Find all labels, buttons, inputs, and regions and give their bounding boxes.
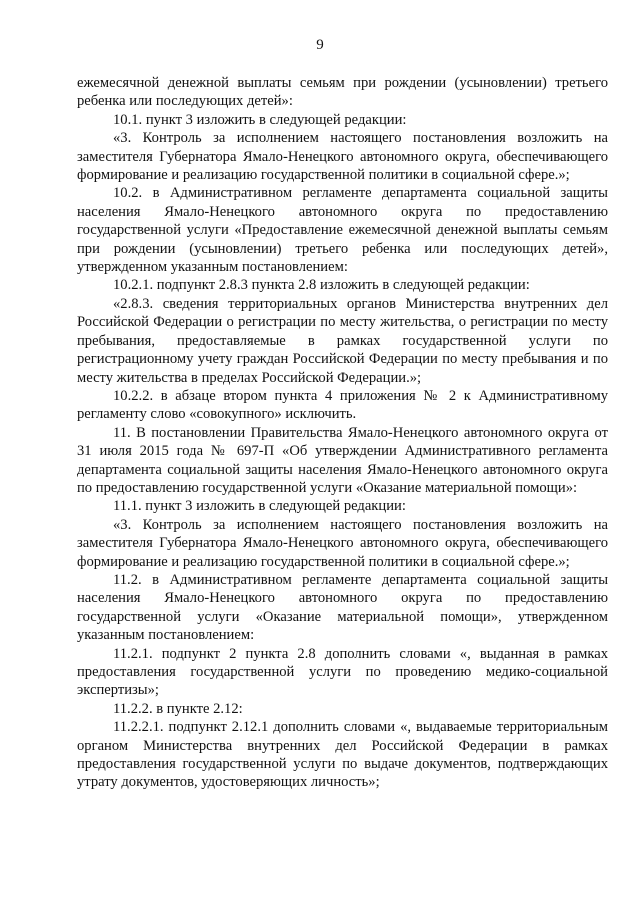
paragraph-10-1: 10.1. пункт 3 изложить в следующей редакции: [113,111,407,128]
document-body [77,74,608,792]
paragraph-11: 11. В постановлении Правительства Ямало-Ненецкого автономного округа от 31 июля 2015 года № 697-П «Об утверждении Административного регламента департамента социальной защиты населения Ямало-Ненецкого автономного округа по предоставлению государственной услуги «Оказание материальной помощи»: [77,424,608,496]
paragraph-11-2: 11.2. в Административном регламенте департамента социальной защиты населения Ямало-Ненецкого автономного округа по предоставлению государственной услуги «Оказание материальной помощи», утвержденном указанным постановлением: [77,571,608,644]
paragraph-quote-3-second: «3. Контроль за исполнением настоящего постановления возложить на заместителя Губернатора Ямало-Ненецкого автономного округа, обеспечивающего формирование и реализацию государственной политики в социальной сфере.»; [77,516,608,570]
paragraph-10-2: 10.2. в Административном регламенте департамента социальной защиты населения Ямало-Ненецкого автономного округа по предоставлению государственной услуги «Предоставление ежемесячной денежной выплаты семьям при рождении (усыновлении) третьего ребенка или последующих детей», утвержденном указанным постановлением: [77,185,608,276]
paragraph-10-2-2: 10.2.2. в абзаце втором пункта 4 приложения № 2 к Административному регламенту слово «совокупного» исключить. [77,387,608,423]
paragraph-continuation: ежемесячной денежной выплаты семьям при рождении (усыновлении) третьего ребенка или последующих детей»: [77,75,608,110]
paragraph-11-2-2: 11.2.2. в пункте 2.12: [113,700,243,717]
paragraph-10-2-1: 10.2.1. подпункт 2.8.3 пункта 2.8 изложить в следующей редакции: [113,277,530,294]
paragraph-quote-2-8-3: «2.8.3. сведения территориальных органов Министерства внутренних дел Российской Федерации о регистрации по месту жительства, о регистрации по месту пребывания, предоставляемые в рамках государственной услуги по регистрационному учету граждан Российской Федерации по месту пребывания и по месту жительства в пределах Российской Федерации.»; [77,295,608,386]
paragraph-11-2-1: 11.2.1. подпункт 2 пункта 2.8 дополнить словами «, выданная в рамках предоставления государственной услуги по проведению медико-социальной экспертизы»; [77,645,608,699]
page-number: 9 [316,37,324,53]
paragraph-11-1: 11.1. пункт 3 изложить в следующей редакции: [113,498,406,515]
paragraph-11-2-2-1: 11.2.2.1. подпункт 2.12.1 дополнить словами «, выдаваемые территориальным органом Министерства внутренних дел Российской Федерации в рамках предоставления государственной услуги по выдаче документов, подтверждающих утрату документов, удостоверяющих личность»; [77,719,608,791]
paragraph-quote-3: «3. Контроль за исполнением настоящего постановления возложить на заместителя Губернатора Ямало-Ненецкого автономного округа, обеспечивающего формирование и реализацию государственной политики в социальной сфере.»; [77,130,608,184]
